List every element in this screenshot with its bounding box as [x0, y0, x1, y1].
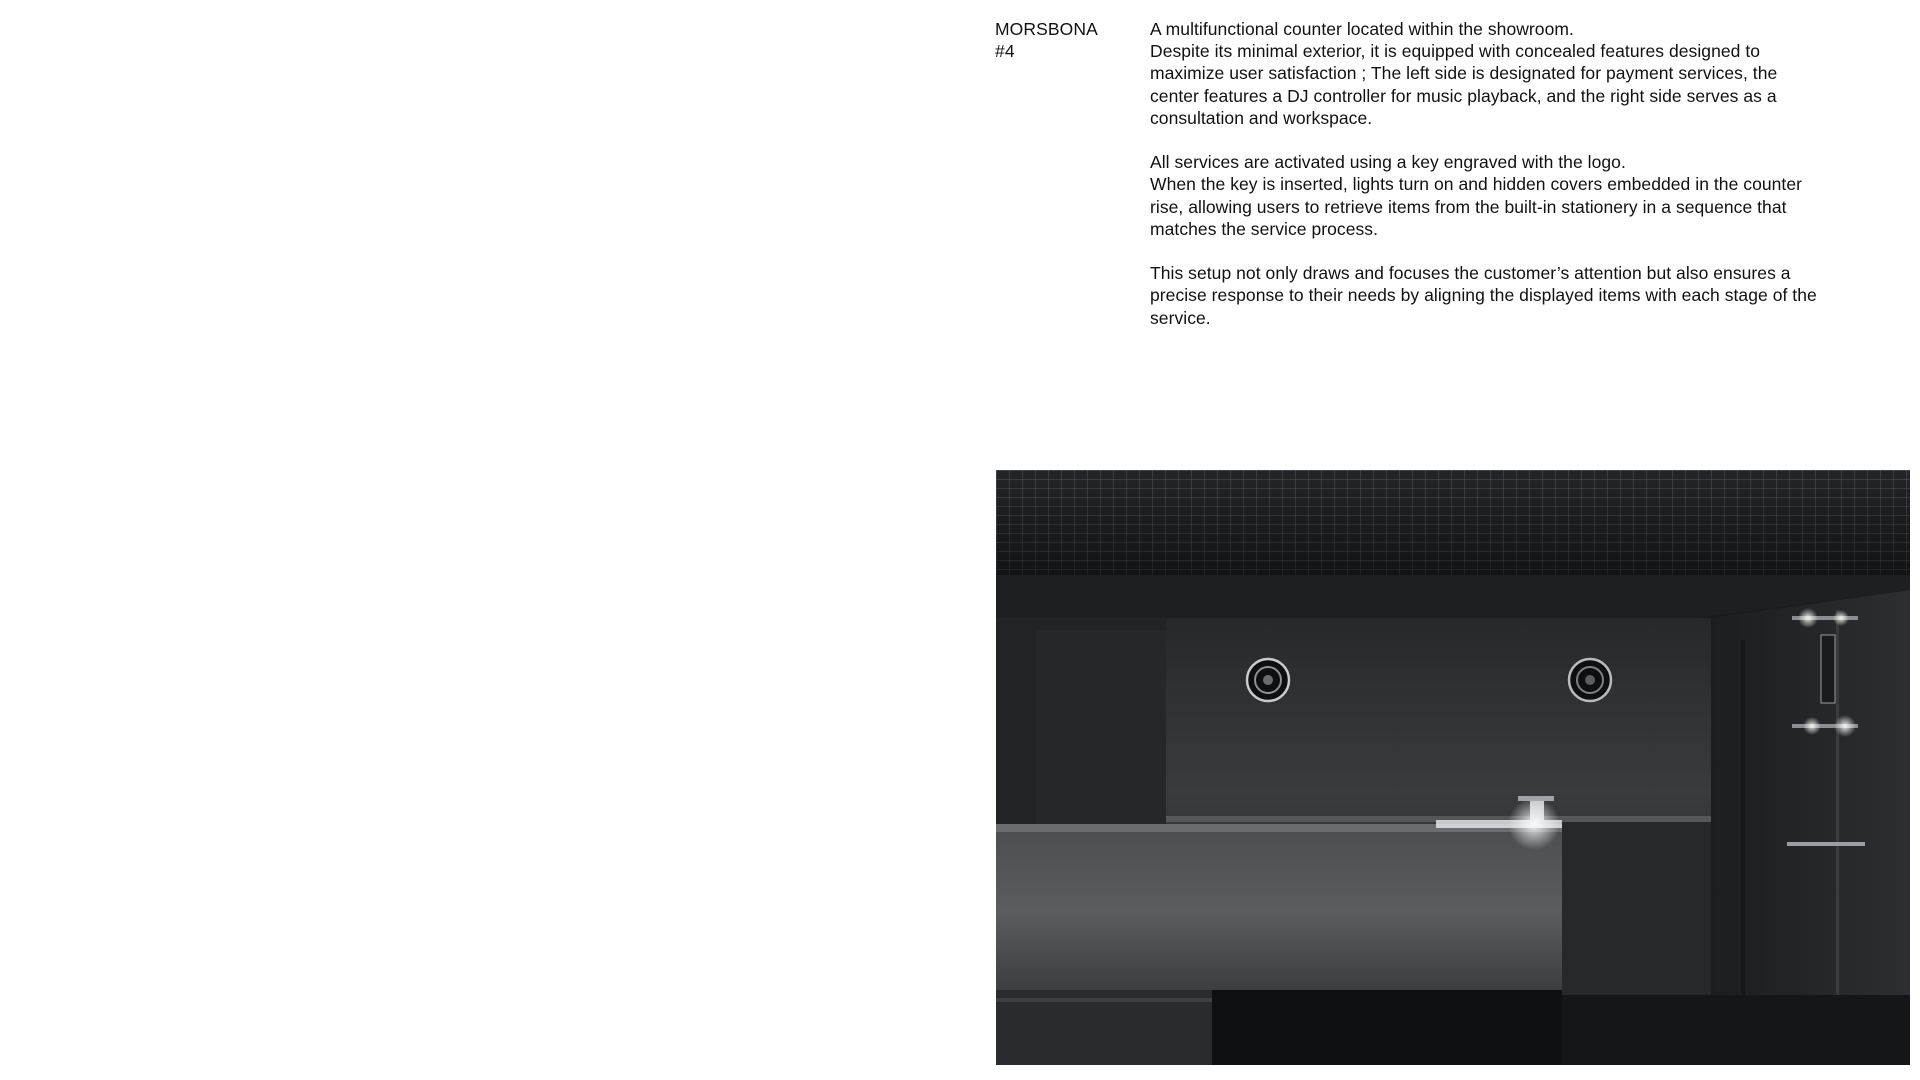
project-label [995, 18, 1098, 62]
wall-speaker-left [1247, 659, 1289, 701]
description-line: When the key is inserted, lights turn on and hidden covers embedded in the counter rise, allowing users to retrieve items from the built-in stationery in a sequence that matches the service process. [1150, 174, 1802, 239]
description-line: A multifunctional counter located within the showroom. [1150, 19, 1574, 39]
showroom-counter-photo [996, 470, 1910, 1065]
main-counter [996, 796, 1562, 995]
project-name: MORSBONA [995, 19, 1098, 39]
description-line: All services are activated using a key engraved with the logo. [1150, 152, 1626, 173]
project-description [1150, 18, 1830, 351]
project-number: #4 [995, 41, 1015, 61]
description-line: Despite its minimal exterior, it is equipped with concealed features designed to maximize user satisfaction ; The left side is designated for payment services, the center features a DJ controller for music playback, and the right side serves as a consultation and workspace. [1150, 41, 1778, 128]
counter-photo-illustration [996, 470, 1910, 1065]
wall-speaker-right [1569, 659, 1611, 701]
description-paragraph [1150, 262, 1830, 329]
description-paragraph [1150, 18, 1830, 129]
description-paragraph [1150, 151, 1830, 240]
right-wall [1711, 590, 1910, 1065]
description-line: This setup not only draws and focuses the customer’s attention but also ensures a precise response to their needs by aligning the displayed items with each stage of the service. [1150, 263, 1817, 328]
